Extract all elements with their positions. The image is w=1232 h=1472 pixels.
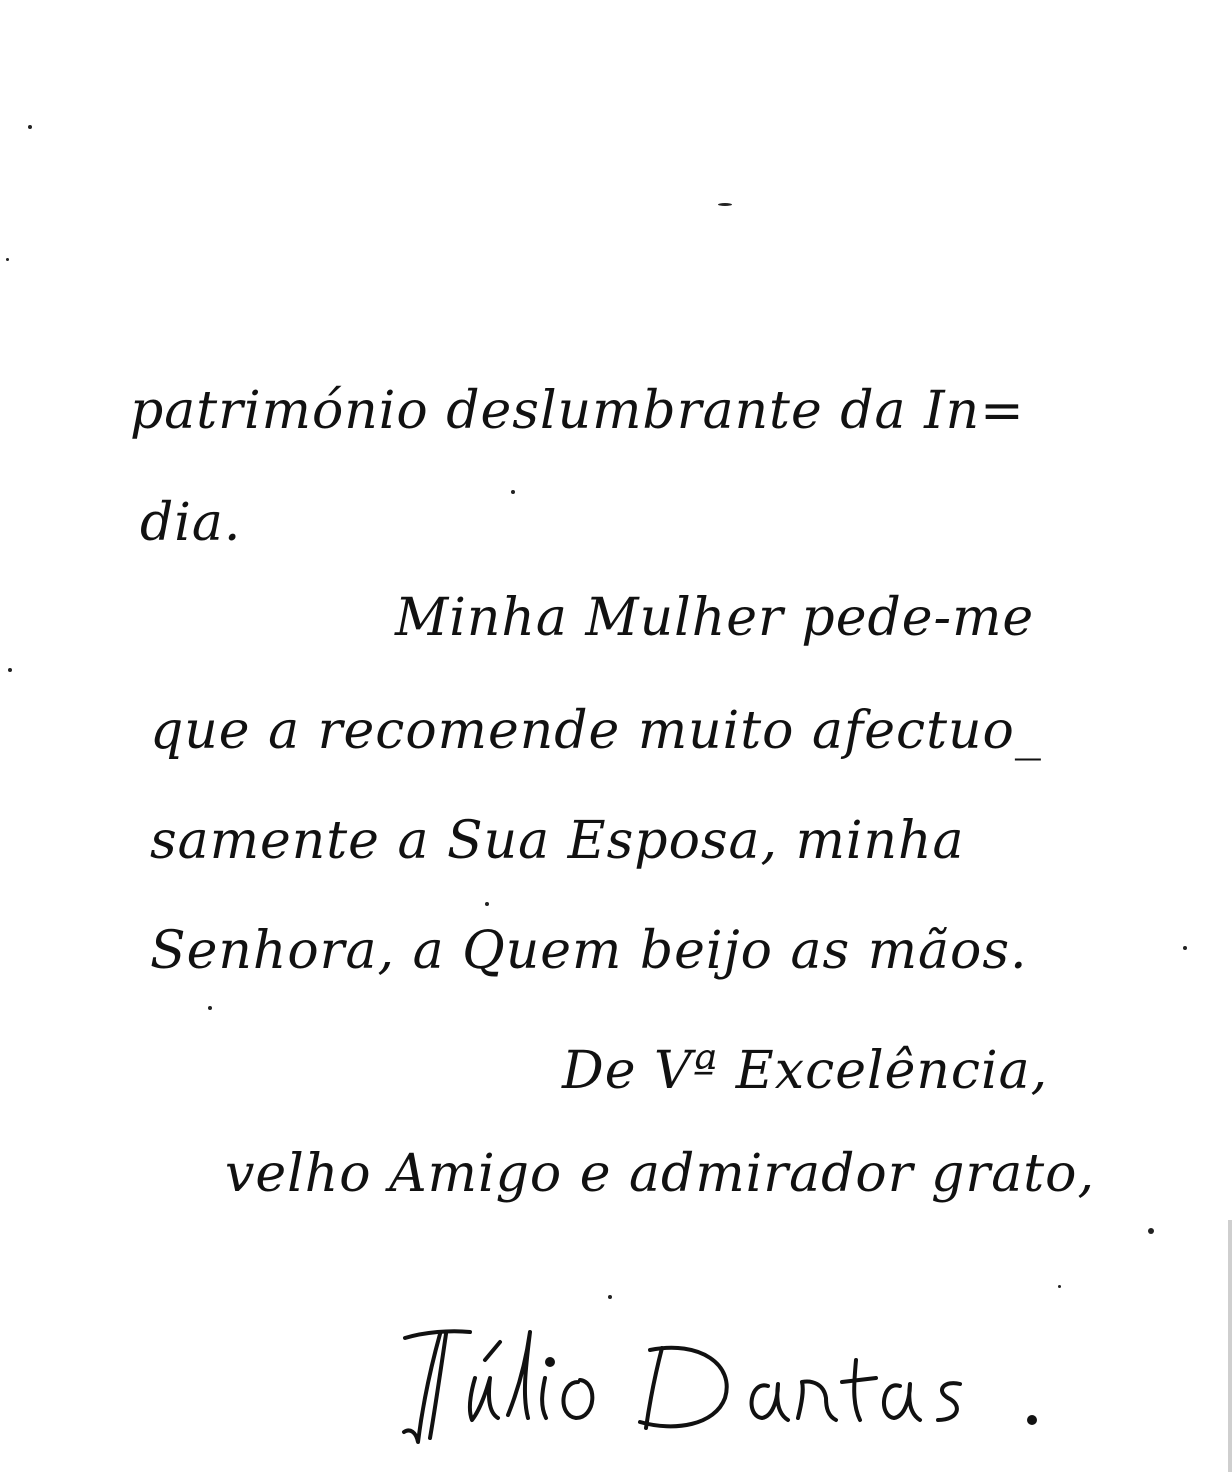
letter-line-5: samente a Sua Esposa, minha bbox=[150, 811, 965, 871]
scan-speck bbox=[28, 125, 32, 129]
letter-line-1: património deslumbrante da In= bbox=[130, 381, 1025, 441]
signature-image bbox=[400, 1320, 1060, 1450]
letter-line-3: Minha Mulher pede-me bbox=[395, 588, 1035, 648]
letter-line-8: velho Amigo e admirador grato, bbox=[225, 1144, 1095, 1204]
scan-speck bbox=[485, 902, 489, 906]
scan-speck bbox=[718, 203, 732, 206]
scan-speck bbox=[1058, 1285, 1061, 1288]
letter-line-7: De Vª Excelência, bbox=[562, 1041, 1049, 1101]
letter-line-6: Senhora, a Quem beijo as mãos. bbox=[150, 921, 1028, 981]
scan-speck bbox=[608, 1295, 612, 1299]
letter-line-4: que a recomende muito afectuo_ bbox=[150, 701, 1042, 761]
signature-drawing bbox=[400, 1320, 1060, 1450]
scan-speck bbox=[208, 1006, 212, 1010]
scan-speck bbox=[8, 668, 12, 672]
scan-speck bbox=[1183, 946, 1187, 950]
scan-speck bbox=[511, 490, 515, 494]
scan-edge bbox=[1228, 1220, 1232, 1472]
letter-line-2: dia. bbox=[140, 493, 242, 553]
scan-speck bbox=[6, 258, 9, 261]
scan-speck bbox=[1148, 1228, 1154, 1234]
